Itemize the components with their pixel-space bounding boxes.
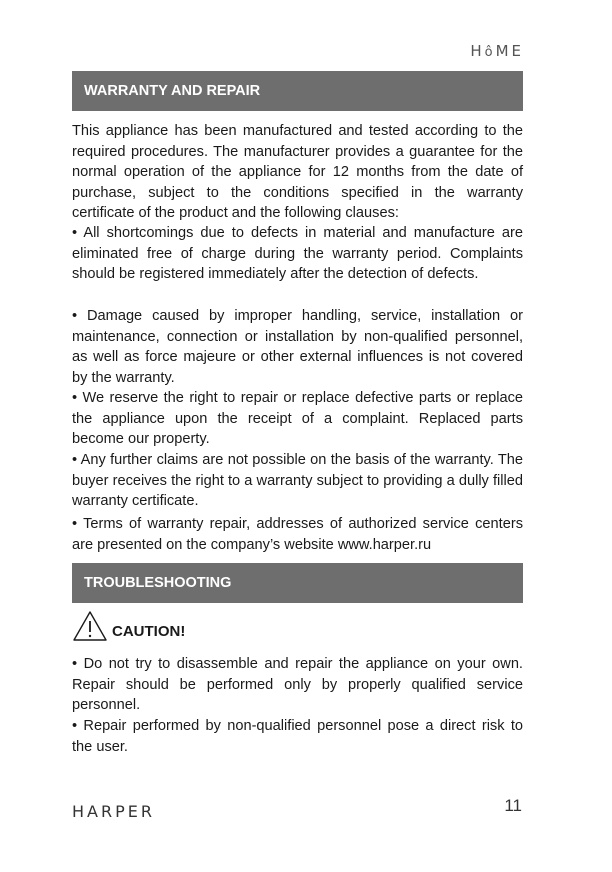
caution-row: [72, 610, 185, 642]
warranty-clause-terms: • Terms of warranty repair, addresses of authorized service centers are presented on the company’s website www.harper.ru: [72, 516, 523, 553]
troubleshooting-clause-disassemble: • Do not try to disassemble and repair the appliance on your own. Repair should be performed only by properly qualified service personnel.: [72, 656, 523, 714]
warranty-section-title: WARRANTY AND REPAIR: [72, 71, 523, 111]
home-logo: HôME: [470, 42, 524, 60]
warranty-clause-replace: • We reserve the right to repair or replace defective parts or replace the appliance upon the receipt of a complaint. Replaced parts become our property.: [72, 390, 523, 448]
warranty-intro-paragraph: This appliance has been manufactured and tested according to the required procedures. The manufacturer provides a guarantee for the normal operation of the appliance for 12 months from the date of purchase, subject to the conditions specified in the warranty certificate of the product and the following clauses:: [72, 123, 523, 222]
troubleshooting-section-title: TROUBLESHOOTING: [72, 563, 523, 603]
warranty-clause-claims: • Any further claims are not possible on the basis of the warranty. The buyer receives the right to a warranty subject to providing a dully filled warranty certificate.: [72, 452, 523, 510]
warranty-clause-defects: • All shortcomings due to defects in material and manufacture are eliminated free of charge during the warranty period. Complaints should be registered immediately after the detection of defects.: [72, 225, 523, 283]
warranty-clause-damage: • Damage caused by improper handling, service, installation or maintenance, connection or installation by non-qualified personnel, as well as force majeure or other external influences is not covered by the warranty.: [72, 308, 523, 386]
troubleshooting-clause-risk: • Repair performed by non-qualified personnel pose a direct risk to the user.: [72, 718, 523, 755]
caution-label: CAUTION!: [112, 623, 186, 640]
page-number: 11: [504, 796, 522, 815]
warning-triangle-icon: [72, 610, 108, 642]
harper-logo: HARPER: [72, 802, 155, 821]
